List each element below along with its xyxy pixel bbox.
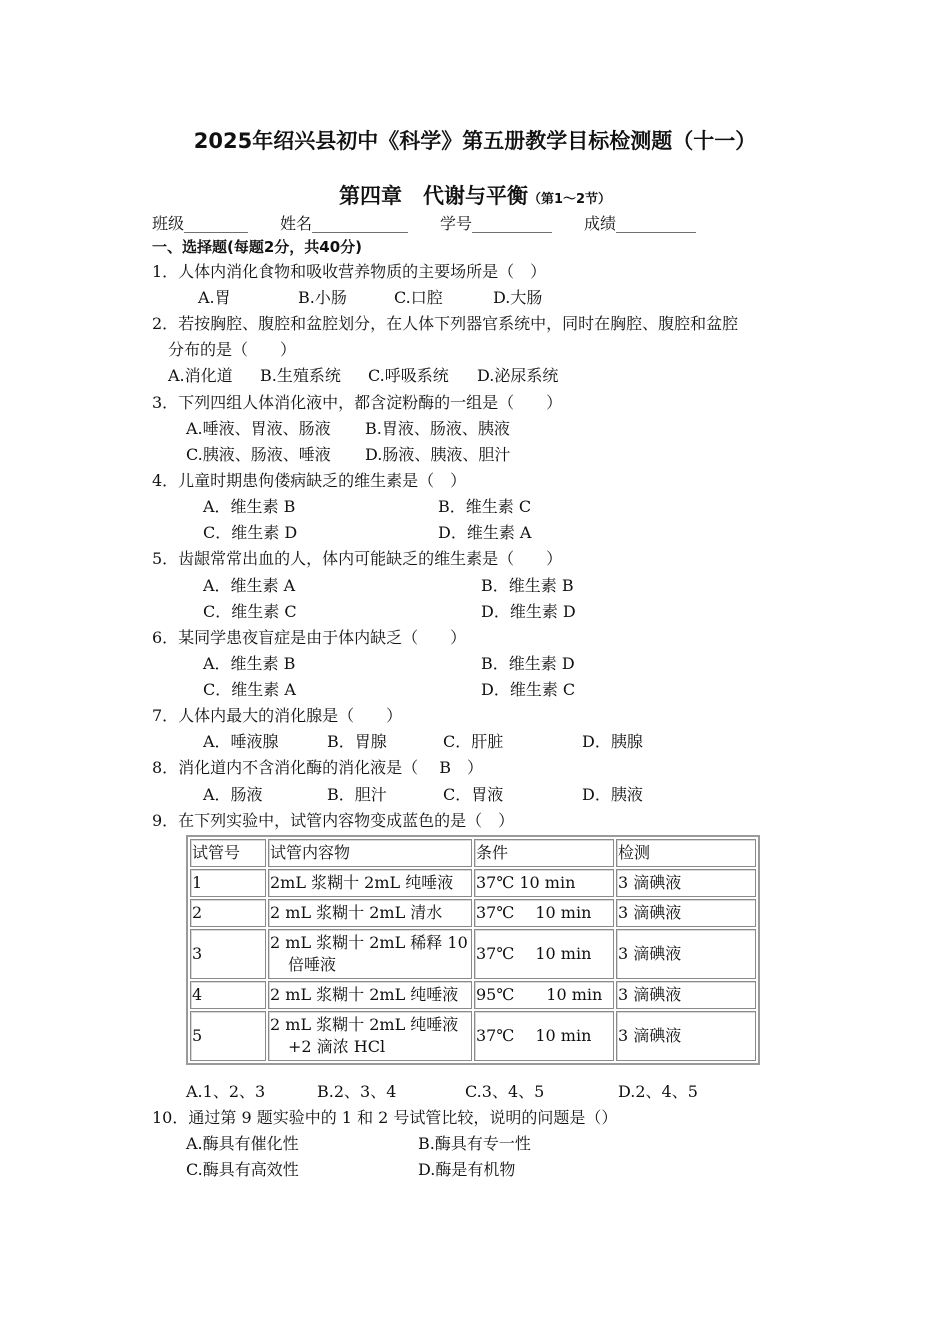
q2-option-a: A.消化道 (168, 366, 233, 385)
q6-option-a: A．维生素 B (203, 654, 296, 673)
question-9-stem: 9．在下列实验中，试管内容物变成蓝色的是（ ） (152, 811, 515, 830)
chapter-scope: （第1～2节） (527, 192, 612, 207)
section-heading: 一、选择题(每题2分，共40分) (152, 238, 363, 256)
q6-option-b: B．维生素 D (481, 654, 575, 673)
q10-option-a: A.酶具有催化性 (186, 1134, 299, 1153)
q10-option-d: D.酶是有机物 (418, 1160, 516, 1179)
tube-number: 5 (190, 1011, 266, 1061)
question-1-stem: 1．人体内消化食物和吸收营养物质的主要场所是（ ） (152, 262, 547, 281)
question-5-stem: 5．齿龈常常出血的人，体内可能缺乏的维生素是（ ） (152, 549, 563, 568)
q6-option-c: C．维生素 A (203, 680, 296, 699)
question-6-stem: 6．某同学患夜盲症是由于体内缺乏（ ） (152, 628, 467, 647)
q4-option-a: A．维生素 B (203, 497, 296, 516)
tube-test: 3 滴碘液 (616, 1011, 756, 1061)
tube-condition: 37℃ 10 min (474, 929, 614, 979)
question-8-stem: 8．消化道内不含消化酶的消化液是（ B ） (152, 758, 484, 777)
tube-number: 2 (190, 899, 266, 927)
tube-condition: 95℃ 10 min (474, 981, 614, 1009)
tube-contents (268, 1011, 472, 1061)
tube-contents-text: 2 mL 浆糊十 2mL 纯唾液 (270, 985, 459, 1004)
student-info-line: 班级________ 姓名____________ 学号__________ 成绩__________ (152, 214, 697, 233)
table-header-cell: 检测 (616, 839, 756, 867)
table-row (190, 981, 756, 1009)
q5-option-a: A．维生素 A (203, 576, 296, 595)
q6-option-d: D．维生素 C (481, 680, 576, 699)
tube-contents-cont: 倍唾液 (288, 955, 337, 974)
experiment-table (186, 835, 760, 1065)
chapter-heading (140, 182, 810, 214)
tube-contents (268, 929, 472, 979)
question-3-stem: 3．下列四组人体消化液中，都含淀粉酶的一组是（ ） (152, 393, 563, 412)
q5-option-c: C．维生素 C (203, 602, 297, 621)
q4-option-d: D．维生素 A (438, 523, 532, 542)
q1-option-a: A.胃 (198, 288, 231, 307)
tube-test: 3 滴碘液 (616, 981, 756, 1009)
tube-contents (268, 899, 472, 927)
tube-condition: 37℃ 10 min (474, 899, 614, 927)
q2-option-d: D.泌尿系统 (477, 366, 559, 385)
question-2-stem-cont: 分布的是（ ） (168, 340, 297, 359)
q7-option-a: A．唾液腺 (203, 732, 279, 751)
q10-option-b: B.酶具有专一性 (418, 1134, 531, 1153)
q9-option-a: A.1、2、3 (186, 1082, 266, 1101)
tube-contents (268, 869, 472, 897)
exam-title: 2025年绍兴县初中《科学》第五册教学目标检测题（十一） (193, 129, 757, 153)
tube-contents-text: 2mL 浆糊十 2mL 纯唾液 (270, 873, 454, 892)
tube-contents (268, 981, 472, 1009)
q1-option-d: D.大肠 (493, 288, 543, 307)
q9-option-b: B.2、3、4 (317, 1082, 397, 1101)
table-row (190, 929, 756, 979)
table-row (190, 1011, 756, 1061)
q4-option-b: B．维生素 C (438, 497, 532, 516)
q8-option-c: C．胃液 (443, 785, 504, 804)
q7-option-c: C．肝脏 (443, 732, 504, 751)
tube-condition: 37℃ 10 min (474, 869, 614, 897)
table-header-cell: 试管内容物 (268, 839, 472, 867)
table-header-cell: 条件 (474, 839, 614, 867)
q8-option-b: B．胆汁 (327, 785, 387, 804)
tube-number: 3 (190, 929, 266, 979)
tube-condition: 37℃ 10 min (474, 1011, 614, 1061)
question-4-stem: 4．儿童时期患佝偻病缺乏的维生素是（ ） (152, 471, 467, 490)
q9-option-c: C.3、4、5 (465, 1082, 545, 1101)
tube-contents-text: 2 mL 浆糊十 2mL 清水 (270, 903, 443, 922)
q10-option-c: C.酶具有高效性 (186, 1160, 299, 1179)
question-2-stem: 2．若按胸腔、腹腔和盆腔划分，在人体下列器官系统中，同时在胸腔、腹腔和盆腔 (152, 314, 739, 333)
q5-option-b: B．维生素 B (481, 576, 574, 595)
q2-option-b: B.生殖系统 (260, 366, 341, 385)
q3-option-d: D.肠液、胰液、胆汁 (365, 445, 511, 464)
table-header-cell: 试管号 (190, 839, 266, 867)
q3-option-c: C.胰液、肠液、唾液 (186, 445, 331, 464)
table-row (190, 899, 756, 927)
tube-number: 4 (190, 981, 266, 1009)
tube-number: 1 (190, 869, 266, 897)
tube-test: 3 滴碘液 (616, 929, 756, 979)
chapter-title: 第四章 代谢与平衡 (338, 184, 528, 208)
tube-contents-cont: +2 滴浓 HCl (288, 1037, 386, 1056)
q7-option-d: D．胰腺 (582, 732, 643, 751)
q7-option-b: B．胃腺 (327, 732, 387, 751)
tube-test: 3 滴碘液 (616, 899, 756, 927)
q9-option-d: D.2、4、5 (618, 1082, 698, 1101)
q1-option-b: B.小肠 (298, 288, 347, 307)
tube-contents-text: 2 mL 浆糊十 2mL 稀释 10 (270, 933, 468, 952)
q3-option-b: B.胃液、肠液、胰液 (365, 419, 510, 438)
q8-option-d: D．胰液 (582, 785, 643, 804)
question-7-stem: 7．人体内最大的消化腺是（ ） (152, 706, 403, 725)
q8-option-a: A．肠液 (203, 785, 263, 804)
tube-contents-text: 2 mL 浆糊十 2mL 纯唾液 (270, 1015, 459, 1034)
q5-option-d: D．维生素 D (481, 602, 576, 621)
table-row (190, 869, 756, 897)
question-10-stem: 10．通过第 9 题实验中的 1 和 2 号试管比较，说明的问题是（） (152, 1108, 618, 1127)
tube-test: 3 滴碘液 (616, 869, 756, 897)
q4-option-c: C．维生素 D (203, 523, 298, 542)
table-header-row (190, 839, 756, 867)
q1-option-c: C.口腔 (394, 288, 443, 307)
q2-option-c: C.呼吸系统 (368, 366, 449, 385)
q3-option-a: A.唾液、胃液、肠液 (186, 419, 331, 438)
